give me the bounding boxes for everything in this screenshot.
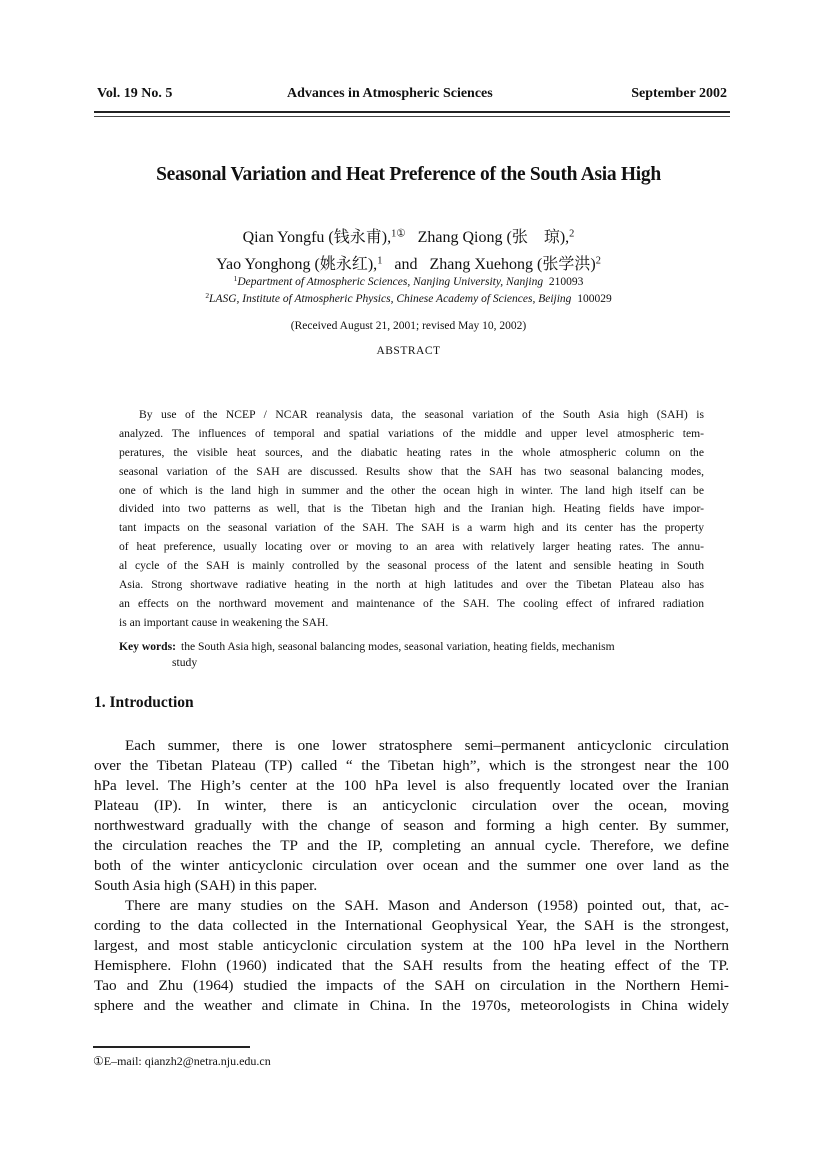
- text-line: peratures, the visible heat sources, and the diabatic heating rates in the whole atmospheric column on the: [119, 445, 704, 459]
- text-line: al cycle of the SAH is mainly controlled by the seasonal process of the latent and sensible heating in South: [119, 559, 704, 573]
- text-line: There are many studies on the SAH. Mason and Anderson (1958) pointed out, that, ac-: [125, 897, 729, 914]
- postal-code: 100029: [577, 293, 612, 305]
- text-line: Each summer, there is one lower stratosphere semi–permanent anticyclonic circulation: [125, 737, 729, 754]
- author-name: Zhang Qiong: [417, 229, 503, 246]
- keywords-text-continued: study: [172, 656, 198, 669]
- text-line: analyzed. The influences of temporal and spatial variations of the middle and upper level atmospheric tem-: [119, 426, 704, 440]
- header-rule-thin: [94, 116, 730, 117]
- text-line: Hemisphere. Flohn (1960) indicated that the SAH results from the heating effect of the TP.: [94, 957, 729, 974]
- volume-number: Vol. 19 No. 5: [97, 86, 173, 101]
- author-affiliation-mark: 2: [595, 255, 601, 267]
- text-line: seasonal variation of the SAH are discussed. Results show that the SAH has two seasonal balancing modes,: [119, 464, 704, 478]
- author-line-2: [0, 251, 817, 274]
- footnote-email: ①E–mail: qianzh2@netra.nju.edu.cn: [93, 1054, 271, 1068]
- abstract-body: [119, 406, 704, 633]
- author-affiliation-mark: 1: [377, 255, 383, 267]
- received-dates: (Received August 21, 2001; revised May 10, 2002): [290, 320, 527, 332]
- text-line: Tao and Zhu (1964) studied the impacts of the SAH on circulation in the Northern Hemi-: [94, 977, 729, 994]
- text-line: sphere and the weather and climate in China. In the 1970s, meteorologists in China widely: [94, 997, 729, 1014]
- postal-code: 210093: [548, 276, 584, 288]
- text-line: hPa level. The High’s center at the 100 hPa level is also frequently located over the Iranian: [94, 777, 729, 794]
- author-name: Qian Yongfu: [242, 229, 325, 246]
- affiliation-mark: 2: [205, 290, 210, 300]
- introduction-body: [94, 736, 729, 1016]
- affiliation-mark: 1: [233, 273, 238, 283]
- journal-name: Advances in Atmospheric Sciences: [287, 86, 493, 101]
- author-chinese-name: (张 琼),: [506, 229, 570, 246]
- text-line: one of which is the land high in summer and the other the ocean high in winter. The land high itself can be: [119, 483, 704, 497]
- paper-title: Seasonal Variation and Heat Preference of the South Asia High: [156, 164, 661, 185]
- author-line-1: [0, 224, 817, 247]
- text-line: By use of the NCEP / NCAR reanalysis data, the seasonal variation of the South Asia high (SAH) is: [139, 408, 704, 421]
- author-name: Zhang Xuehong: [429, 256, 534, 273]
- text-line: Plateau (IP). In winter, there is an anticyclonic circulation over the ocean, moving: [94, 797, 729, 814]
- issue-date: September 2002: [631, 86, 727, 101]
- text-line: of heat preference, usually locating over or moving to an area with relatively larger heating rates. The annu-: [119, 540, 704, 554]
- affiliation-2: [0, 290, 817, 305]
- author-conjunction: and: [394, 256, 418, 273]
- keywords-label: Key words:: [119, 640, 176, 653]
- header-rule: [94, 111, 730, 113]
- author-name: Yao Yonghong: [216, 256, 311, 273]
- text-line: cording to the data collected in the International Geophysical Year, the SAH is the strongest,: [94, 917, 729, 934]
- text-line: an effects on the northward movement and maintenance of the SAH. The cooling effect of infrared radiation: [119, 596, 704, 610]
- abstract-heading: ABSTRACT: [376, 345, 441, 357]
- text-line: largest, and most stable anticyclonic circulation system at the 100 hPa level in the Northern: [94, 937, 729, 954]
- author-chinese-name: (钱永甫),: [328, 229, 392, 246]
- text-line: northwestward gradually with the change of season and forming a high center. By summer,: [94, 817, 729, 834]
- affiliation-1: [0, 273, 817, 288]
- affiliation-text: LASG, Institute of Atmospheric Physics, Chinese Academy of Sciences, Beijing: [209, 293, 572, 305]
- author-chinese-name: (张学洪): [537, 256, 596, 273]
- text-line: is an important cause in weakening the SAH.: [119, 615, 329, 629]
- keywords-text: the South Asia high, seasonal balancing modes, seasonal variation, heating fields, mechanism: [181, 640, 615, 653]
- keywords: [119, 639, 704, 671]
- text-line: the circulation reaches the TP and the IP, completing an annual cycle. Therefore, we define: [94, 837, 729, 854]
- text-line: over the Tibetan Plateau (TP) called “ the Tibetan high”, which is the strongest near the 100: [94, 757, 729, 774]
- author-affiliation-mark: 1①: [391, 228, 406, 240]
- text-line: South Asia high (SAH) in this paper.: [94, 877, 318, 894]
- affiliation-text: Department of Atmospheric Sciences, Nanjing University, Nanjing: [237, 276, 544, 288]
- text-line: tant impacts on the seasonal variation of the SAH. The SAH is a warm high and its center has the property: [119, 521, 704, 535]
- text-line: both of the winter anticyclonic circulation over ocean and the summer one over land as the: [94, 857, 729, 874]
- text-line: divided into two patterns as well, that is the Tibetan high and the Iranian high. Heating fields have impor-: [119, 502, 704, 516]
- author-affiliation-mark: 2: [569, 228, 575, 240]
- author-chinese-name: (姚永红),: [314, 256, 378, 273]
- footnote-rule: [93, 1046, 250, 1048]
- section-heading-introduction: 1. Introduction: [94, 694, 194, 711]
- running-header: [97, 86, 727, 106]
- text-line: Asia. Strong shortwave radiative heating in the north at high latitudes and over the Tibetan Plateau also has: [119, 578, 704, 592]
